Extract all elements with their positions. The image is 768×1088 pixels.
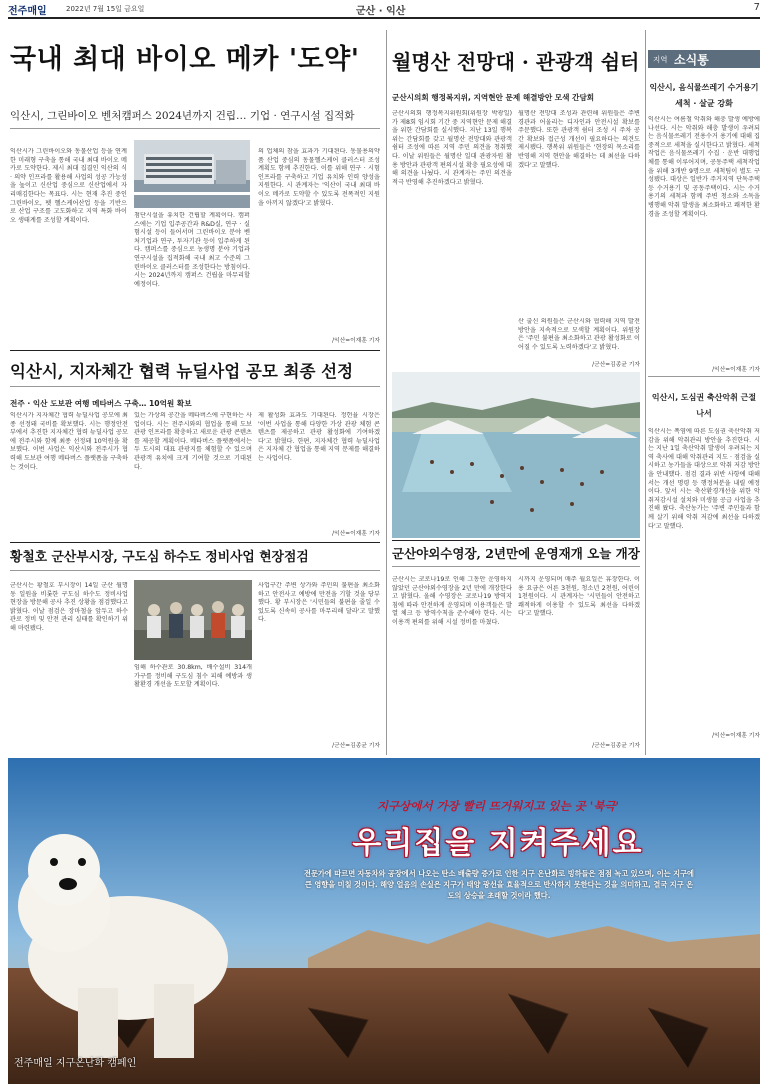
sidebar-news2-body: 익산시는 폭염에 따른 도심권 축산악취 저감을 위해 악취관리 방안을 추진한다. 시는 지난 1일 축산악취 발생이 우려되는 지역 축사에 대해 악취관리 지도 · 점검을 실시하고 농가들을 대상으로 악취 저감 방안을 안내했다. 점검 결과 위반 사항에 대해서는 개선 명령 등 행정처분을 내릴 예정이다. 앞서 시는 축산환경개선을 위한 악취저감시설 설치와 미생물 공급 사업을 추진해 왔다. 축산농가는 '주변 주민들과 함께 살기 위해 악취 저감에 최선을 다하겠다'고 말했다. — [648, 428, 760, 530]
article1-headline: 국내 최대 바이오 메카 '도약' — [10, 44, 360, 75]
article1-col1: 익산시가 그린바이오와 동물산업 등을 연계한 미래형 구축을 통해 국내 최대 바이오 메카로 도약한다. 제시 최대 집결인 익산의 식 · 의약 인프라를 활용해 사업의 성공 가능성을 높이고 신산업 중심으로 신산업에서 자리매김한다는 목표다. 시는 현재 추진 중인 그린바이오, 펫 헬스케어산업 등을 기반으로 산업 구조를 고도화하고 지역 특화 바이오 생태계를 조성할 계획이다. — [10, 148, 127, 224]
ad-sponsor: 전주매일 지구온난화 캠페인 — [14, 1058, 137, 1069]
ad-body: 전문가에 따르면 자동차와 공장에서 나오는 탄소 배출량 증가로 인한 지구 온난화로 빙하들은 점점 녹고 있으며, 이는 지구에 큰 영향을 미칠 것이다. 해양 얼음의 손실은 지구가 태양 광선을 효율적으로 반사하지 못한다는 것을 의미하고, 결국 지구 온도의 상승을 초래할 것이라 했다. — [304, 869, 694, 900]
article5-col3: 사업구간 주변 상가와 주민의 불편을 최소화하고 안전사고 예방에 만전을 기할 것을 당부했다. 황 부시장은 '시민들의 불편을 줄일 수 있도록 신속히 공사를 마무리해 달라'고 말했다. — [258, 582, 380, 624]
article1-col2: 첨단시설을 유치한 건립할 계획이다. 캠퍼스에는 기업 입주공간과 R&D실, 연구 · 실험시설 등이 들어서며 그린바이오 분야 벤처기업과 연구, 투자기관 등이 입주하게 된다. 캠퍼스를 중심으로 농생명 분야 기업과 연구시설을 집적화해 국내 최고 수준의 그린바이오 클러스터를 조성한다는 방침이다. 시는 2024년까지 캠퍼스 건립을 마무리할 예정이다. — [134, 212, 250, 288]
article2-byline: /군산=김종균 기자 — [592, 362, 640, 368]
masthead-rule — [8, 17, 760, 19]
article4-col1: 군산시는 코로나19로 인해 그동안 운영하지 않았던 군산야외수영장을 2년 만에 개장한다고 밝혔다. 올해 수영장은 코로나19 방역지침에 따라 안전하게 운영되며 이용객들은 발열 체크 등 방역수칙을 준수해야 한다. 시는 이용객 편의를 위해 시설 정비를 마쳤다. — [392, 576, 512, 626]
article2-headline: 월명산 전망대 · 관광객 쉼터 — [392, 50, 640, 74]
divider — [10, 128, 380, 129]
article5-col1: 군산시는 황철호 부시장이 14일 군산 월명동 일원을 비롯한 구도심 하수도 정비사업 현장을 방문해 공사 추진 상황을 점검했다고 밝혔다. 이날 점검은 장마철을 앞두고 하수관로 정비 및 안전 관리 실태를 확인하기 위해 마련됐다. — [10, 582, 128, 632]
article5-col2: 임해 하수관로 30.8km, 배수설비 314개 가구를 정비해 구도심 침수 피해 예방과 생활환경 개선을 도모할 계획이다. — [134, 664, 252, 689]
divider — [392, 540, 640, 541]
divider — [392, 566, 640, 567]
article3-subhead: 전주 · 익산 도보관 여행 메타버스 구축… 10억원 확보 — [10, 399, 192, 408]
article3-byline: /익산=이재훈 기자 — [332, 531, 380, 537]
article4-headline: 군산야외수영장, 2년만에 운영재개 오늘 개장 — [392, 546, 640, 561]
issue-date: 2022년 7월 15일 금요일 — [66, 5, 145, 13]
article3-headline: 익산시, 지자체간 협력 뉴딜사업 공모 최종 선정 — [10, 362, 354, 381]
article3-col2: 있는 가상의 공간을 메타버스에 구현하는 사업이다. 시는 전주시와의 협업을 통해 도보관광 인프라를 확충하고 새로운 관광 콘텐츠를 제공할 계획이다. 메타버스 플랫폼에서는 두 도시의 대표 관광지를 체험할 수 있으며 관광객 유치에 크게 기여할 것으로 기대된다. — [134, 412, 252, 471]
article2-col3: 산 출신 의원들은 군산시와 협력해 지역 발전 방안을 지속적으로 모색할 계획이다. 위원장은 '주민 불편을 최소화하고 관광 활성화로 이어질 수 있도록 노력하겠다'고 밝혔다. — [518, 318, 640, 351]
article4-byline: /군산=김종균 기자 — [592, 743, 640, 749]
paper-name: 전주매일 — [8, 6, 47, 17]
article2-subhead: 군산시의회 행정복지위, 지역현안 문제 해결방안 모색 간담회 — [392, 93, 595, 102]
column-divider — [645, 30, 646, 755]
article1-byline: /익산=이재훈 기자 — [332, 338, 380, 344]
inspection-photo — [134, 580, 252, 660]
column-divider — [386, 30, 387, 755]
divider — [648, 376, 760, 377]
article1-subhead: 익산시, 그린바이오 벤처캠퍼스 2024년까지 건립… 기업 · 연구시설 집적화 — [10, 110, 355, 122]
section-name: 군산 · 익산 — [356, 6, 406, 17]
article5-headline: 황철호 군산부시장, 구도심 하수도 정비사업 현장점검 — [10, 550, 309, 565]
sidebar-news1-headline: 익산시, 음식물쓰레기 수거용기 세척 · 살균 강화 — [649, 83, 759, 108]
article2-col1: 군산시의회 행정복지위원회(위원장 박광일)가 제8회 임시회 기간 중 지역현안 문제 해결을 위한 간담회를 실시했다. 지난 13일 행복위는 간담회를 갖고 월명산 전망대와 관광객 쉼터 조성에 따른 지역 주민 의견을 청취했다. 이날 위원들은 월명산 일대 관광자원 활용 방안과 관광객 편의시설 확충 필요성에 대해 의견을 나눴다. 시 관계자는 주민 의견을 적극 반영해 추진하겠다고 밝혔다. — [392, 110, 512, 186]
divider — [10, 542, 380, 543]
divider — [10, 570, 380, 571]
article1-col3: 의 업체의 참을 효과가 기대된다. 동물용의약품 산업 중심의 동물헬스케어 클러스터 조성 계획도 함께 추진한다. 이를 위해 연구 · 시험 인프라를 구축하고 기업 유치와 인력 양성을 지원한다. 시 관계자는 '익산이 국내 최대 바이오 메카로 도약할 수 있도록 전폭적인 지원을 아끼지 않겠다'고 밝혔다. — [258, 148, 380, 207]
article3-col1: 익산시가 지자체간 협력 뉴딜사업 공모에 최종 선정돼 국비를 확보했다. 시는 행정안전부에서 추진한 지자체간 협력 뉴딜사업 공모에 전주시와 함께 최종 선정돼 10억원을 확보했다. 이번 사업은 익산시와 전주시가 협력해 도보관 여행 메타버스 플랫폼을 구축하는 것이다. — [10, 412, 128, 471]
sidebar-news2-byline: /익산=이재훈 기자 — [712, 733, 760, 739]
divider — [10, 350, 380, 351]
page-number: 7 — [753, 2, 760, 13]
article3-col3: 제 활성화 효과도 기대된다. 정헌율 시장은 '이번 사업을 통해 다양한 가상 관광 체험 콘텐츠를 제공하고 관광 활성화에 기여하겠다'고 밝혔다. 한편, 지자체간 협력 뉴딜사업은 지자체 간 협업을 통해 지역 문제를 해결하는 사업이다. — [258, 412, 380, 462]
climate-ad — [8, 758, 760, 1084]
masthead — [8, 2, 760, 16]
campus-photo — [134, 140, 250, 208]
article4-col2: 시까지 운영되며 매주 월요일은 휴장한다. 이용 요금은 어른 3천원, 청소년 2천원, 어린이 1천원이다. 시 관계자는 '시민들이 안전하고 쾌적하게 이용할 수 있도록 최선을 다하겠다'고 말했다. — [518, 576, 640, 618]
sidebar-label: 지역 — [653, 55, 668, 64]
pool-photo — [392, 372, 640, 538]
article5-byline: /군산=김종균 기자 — [332, 743, 380, 749]
sidebar-header — [648, 50, 760, 68]
article2-col2: 월명산 전망대 조성과 관련해 위원들은 주변 경관과 어울리는 디자인과 안전시설 확보를 주문했다. 또한 관광객 쉼터 조성 시 주차 공간 확보와 접근성 개선이 필요하다는 의견도 제시됐다. 행복위 위원들은 '현장의 목소리를 반영해 지역 현안을 해결하는 데 최선을 다하겠다'고 말했다. — [518, 110, 640, 169]
ad-headline: 우리집을 지켜주세요 — [352, 826, 644, 861]
sidebar-news1-body: 익산시는 여름철 악취와 해충 발생 예방에 나선다. 시는 악취와 해충 발생이 우려되는 음식물쓰레기 전용수거 용기에 대해 집중적으로 세척을 실시한다고 밝혔다. 세척 작업은 음식물쓰레기 수집 · 운반 대행업체를 통해 이루어지며, 공동주택 세척작업을 위해 3개반 9명으로 세척팀이 별도 구성됐다. 대상은 일반가 주거지역 단독주택 등 수거용기 및 공동주택이다. 시는 수거용기의 세척과 함께 주변 청소와 소독을 병행해 악취 발생을 최소화하고 쾌적한 환경을 조성할 계획이다. — [648, 116, 760, 218]
sidebar — [648, 50, 760, 750]
sidebar-news2-headline: 익산시, 도심권 축산악취 근절 나서 — [651, 393, 757, 418]
sidebar-news1-byline: /익산=이재훈 기자 — [712, 367, 760, 373]
divider — [10, 386, 380, 387]
sidebar-title: 소식통 — [674, 53, 709, 67]
ad-tagline: 지구상에서 가장 빨리 뜨거워지고 있는 곳 '북극' — [376, 799, 620, 813]
